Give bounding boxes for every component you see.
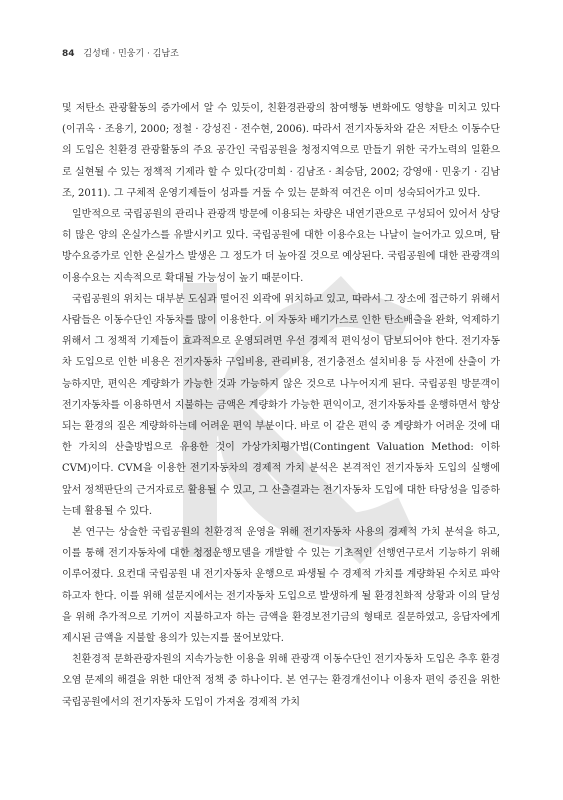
page-number: 84 <box>62 49 75 59</box>
paragraph-2: 일반적으로 국립공원의 관리나 관광객 방문에 이용되는 차량은 내연기관으로 구성되어 있어서 상당히 많은 양의 온실가스를 유발시키고 있다. 국립공원에 대한 이용수요는 나날이 늘어가고 있으며, 탐방수요증가로 인한 온실가스 발생은 그 정도가 더 높아질 것으로 예상된다. 국립공원에 대한 관광객의 이용수요는 지속적으로 확대될 가능성이 높기 때문이다. <box>62 209 500 284</box>
body-text <box>62 98 500 713</box>
running-head-authors: 김성태 · 민웅기 · 김남조 <box>83 49 179 59</box>
running-head <box>62 46 179 59</box>
paragraph-3: 국립공원의 위치는 대부분 도심과 떨어진 외곽에 위치하고 있고, 따라서 그 장소에 접근하기 위해서 사람들은 이동수단인 자동차를 많이 이용한다. 이 자동차 배기가스로 인한 탄소배출을 완화, 억제하기 위해서 그 정책적 기제들이 효과적으로 운영되려면 우선 경제적 편익성이 담보되어야 한다. 전기자동차 도입으로 인한 비용은 전기자동차 구입비용, 관리비용, 전기충전소 설치비용 등 사전에 산출이 가능하지만, 편익은 계량화가 가능한 것과 가능하지 않은 것으로 나누어지게 된다. 국립공원 방문객이 전기자동차를 이용하면서 지불하는 금액은 계량화가 가능한 편익이고, 전기자동차를 운행하면서 향상되는 환경의 질은 계량화하는데 어려운 편익 부분이다. 바로 이 같은 편익 중 계량화가 어려운 것에 대한 가치의 산출방법으로 유용한 것이 가상가치평가법(Contingent Valuation Method: 이하 CVM)이다. CVM을 이용한 전기자동차의 경제적 가치 분석은 본격적인 전기자동차 도입의 실행에 앞서 정책판단의 근거자료로 활용될 수 있고, 그 산출결과는 전기자동차 도입에 대한 타당성을 입증하는데 활용될 수 있다. <box>62 293 500 517</box>
paragraph-4: 본 연구는 상술한 국립공원의 친환경적 운영을 위해 전기자동차 사용의 경제적 가치 분석을 하고, 이를 통해 전기자동차에 대한 청정운행모델을 개발할 수 있는 기초적인 선행연구로서 기능하기 위해 이루어졌다. 요컨대 국립공원 내 전기자동차 운행으로 파생될 수 경제적 가치를 계량화된 수치로 파악하고자 한다. 이를 위해 설문지에서는 전기자동차 도입으로 발생하게 될 환경친화적 상황과 이의 달성을 위해 추가적으로 기꺼이 지불하고자 하는 금액을 환경보전기금의 형태로 질문하였고, 응답자에게 제시된 금액을 지불할 용의가 있는지를 물어보았다. <box>62 527 500 645</box>
paragraph-5: 친환경적 문화관광자원의 지속가능한 이용을 위해 관광객 이동수단인 전기자동차 도입은 추후 환경오염 문제의 해결을 위한 대안적 정책 중 하나이다. 본 연구는 환경개선이나 이용자 편익 증진을 위한 국립공원에서의 전기자동차 도입이 가져올 경제적 가치 <box>62 654 500 708</box>
paragraph-1: 및 저탄소 관광활동의 증가에서 알 수 있듯이, 친환경관광의 참여행동 변화에도 영향을 미치고 있다(이귀옥 · 조용기, 2000; 정철 · 강성진 · 전수현, 2006). 따라서 전기자동차와 같은 저탄소 이동수단의 도입은 친환경 관광활동의 주요 공간인 국립공원을 청정지역으로 만들기 위한 국가노력의 일환으로 실현될 수 있는 정책적 기제라 할 수 있다(강미희 · 김남조 · 최승담, 2002; 강영애 · 민웅기 · 김남조, 2011). 그 구체적 운영기제들이 성과를 거둘 수 있는 문화적 여건은 이미 성숙되어가고 있다. <box>62 103 500 199</box>
